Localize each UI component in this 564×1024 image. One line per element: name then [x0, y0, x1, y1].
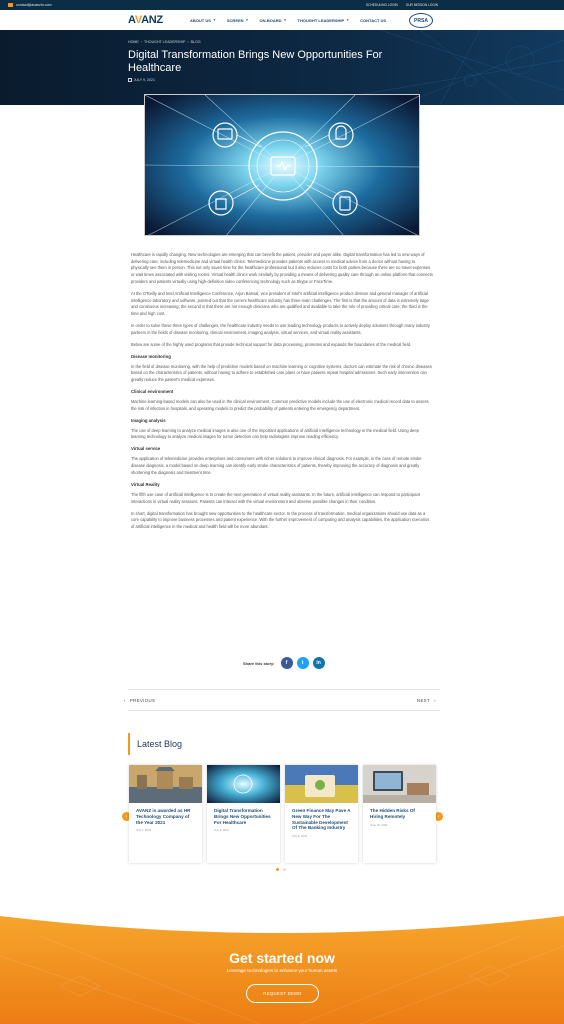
blog-card-image: [129, 765, 202, 803]
breadcrumb-thought-leadership[interactable]: THOUGHT LEADERSHIP: [143, 40, 186, 44]
cta-heading: Get started now: [229, 950, 335, 966]
envelope-icon: [8, 3, 13, 7]
article-paragraph: Below are some of the highly used programs that provide technical support for data processing, promotes and expands the boundaries of the medical field.: [131, 341, 412, 347]
carousel-dot[interactable]: [283, 868, 286, 871]
chevron-down-icon: ▼: [212, 18, 216, 22]
mission-login-link[interactable]: OUR MISSION LOGIN: [405, 3, 438, 7]
blog-card[interactable]: [129, 765, 202, 863]
blog-card-image: [207, 765, 280, 803]
divider: [128, 689, 440, 690]
blog-carousel: [129, 765, 436, 863]
share-bar: [243, 657, 325, 669]
blog-card[interactable]: [285, 765, 358, 863]
top-bar: [0, 0, 564, 10]
email-link[interactable]: [8, 3, 52, 7]
chevron-down-icon: ▼: [245, 18, 249, 22]
prsa-badge[interactable]: PRSA: [409, 13, 433, 28]
chevron-left-icon: ‹: [124, 698, 126, 703]
facebook-share-button[interactable]: f: [281, 657, 293, 669]
section-heading: Virtual Reality: [131, 481, 160, 487]
article-paragraph: In order to solve these three types of challenges, the healthcare industry needs to use leading technology products to actively deploy solutions through many industry partners in the fields of disease monitoring, clinical environment, imaging analysis, virtual services, and virtual reality assistants.: [131, 322, 431, 335]
blog-card-image: [363, 765, 436, 803]
breadcrumb: HOME › THOUGHT LEADERSHIP › BLOG: [128, 40, 201, 44]
twitter-share-button[interactable]: t: [297, 657, 309, 669]
section-heading: Disease monitoring: [131, 353, 171, 359]
blog-card-title[interactable]: Green Finance May Pave A New Way For The Sustainable Development Of The Banking Industry: [292, 808, 351, 831]
next-post-link[interactable]: NEXT ›: [417, 698, 436, 703]
breadcrumb-blog[interactable]: BLOG: [190, 40, 201, 44]
breadcrumb-home[interactable]: HOME: [128, 40, 139, 44]
chevron-left-icon: ‹: [125, 813, 128, 820]
section-heading: Imaging analysis: [131, 417, 166, 423]
blog-card-title[interactable]: AVANZ is awarded as HR Technology Company of the Year 2021: [136, 808, 191, 825]
linkedin-share-button[interactable]: in: [313, 657, 325, 669]
nav-item-on-board[interactable]: ON-BOARD ▼: [259, 17, 287, 23]
carousel-dot-active[interactable]: [276, 868, 279, 871]
article-image: [144, 94, 420, 236]
section-text: In the field of disease monitoring, with the help of predictive models based on machine learning or cognitive systems, doctors can estimate the risk of chronic diseases based on the characteristics of patients, without having to adhere to established care plans or have patients repeat hospital admissions. Such early intervention can greatly reduce the patient's medical expenses.: [131, 363, 432, 383]
article-body: [131, 252, 433, 536]
chevron-down-icon: ▼: [283, 18, 287, 22]
section-heading: Virtual service: [131, 446, 161, 452]
main-nav: [0, 10, 564, 30]
blog-card[interactable]: [363, 765, 436, 863]
nav-item-thought-leadership[interactable]: THOUGHT LEADERSHIP ▼: [297, 17, 350, 23]
previous-post-link[interactable]: ‹ PREVIOUS: [124, 698, 156, 703]
cta-section: [0, 916, 564, 1024]
section-heading: Clinical environment: [131, 389, 174, 395]
section-text: The fifth use case of artificial intelligence is to create the next generation of virtual reality assistants. In the future, artificial intelligence can respond to participant interactions in virtual reality sessions. Patients can interact with the virtual environment and observe possible changes in their condition.: [131, 491, 420, 504]
email-text: contact@avanzhr.com: [16, 3, 52, 7]
section-text: The use of deep learning to analyze medical images is also one of the important applications of artificial intelligence technology in the medical field. Using deep learning technology to analyze medical images for tumor detection can help radiologists improve reading efficiency.: [131, 427, 419, 440]
blog-card-title[interactable]: The Hidden Risks Of Hiring Remotely: [370, 808, 415, 819]
request-demo-button[interactable]: REQUEST DEMO: [246, 984, 319, 1003]
chevron-right-icon: ›: [434, 698, 436, 703]
blog-card-date: June 30, 2021: [370, 822, 388, 827]
blog-card-date: July 9, 2021: [214, 828, 230, 833]
avanz-logo[interactable]: AVANZ: [128, 14, 163, 26]
page-title: Digital Transformation Brings New Opportunities For Healthcare: [128, 49, 383, 74]
blog-card-date: July 9, 2021: [292, 834, 308, 839]
article-paragraph: At the O'Reilly and Intel Artificial Intelligence Conference, Arjun Bansal, vice president of Intel's artificial intelligence product division and general manager of artificial intelligence laboratory and software, pointed out that the current healthcare industry has three main challenges. The first is that the amount of data is extremely large and continuous increasing; the second is that there are not enough clinicians who are qualified and available to take the role of providing critical care; the third is the time and high cost.: [131, 290, 429, 316]
latest-blog-heading: Latest Blog: [128, 733, 182, 755]
section-text: Machine learning-based models can also be used in the clinical environment. Common predictive models include the use of electronic medical record data to assess the risk of infection in hospitals, and operating models to predict the probability of patients entering the emergency department.: [131, 399, 429, 411]
nav-item-contact-us[interactable]: CONTACT US: [360, 17, 387, 23]
section-text: The application of telemedicine provides enterprises and consumers with richer solutions to improve clinical diagnosis. For example, in the case of remote stroke disease diagnosis, a model based on deep learning can identify early stroke characteristics of patients, thereby improving the accuracy of diagnosis and greatly shortening the diagnosis and treatment time.: [131, 456, 422, 475]
carousel-pagination: [276, 868, 286, 871]
nav-item-about-us[interactable]: ABOUT US ▼: [190, 17, 216, 23]
chevron-right-icon: ›: [437, 813, 440, 820]
blog-card-title[interactable]: Digital Transformation Brings New Opportunities For Healthcare: [214, 808, 271, 825]
divider: [128, 710, 440, 711]
blog-card[interactable]: [207, 765, 280, 863]
cta-subheading: Leverage technologies to enhance your human assets: [226, 968, 338, 973]
article-closing: In short, digital transformation has brought new opportunities to the healthcare sector. In the process of transformation, medical organizations should use data as a core capability to improve business processes and patient experience. With the further improvement of computing and analysis capabilities, the application scenarios of artificial intelligence in the medical and health field will be more abundant.: [131, 510, 430, 529]
scheduling-login-link[interactable]: SCHEDULING LOGIN: [366, 3, 398, 7]
nav-item-screen[interactable]: SCREEN ▼: [226, 17, 249, 23]
blog-card-image: [285, 765, 358, 803]
chevron-down-icon: ▼: [346, 18, 350, 22]
blog-card-date: July 2, 2021: [136, 828, 152, 833]
article-paragraph: Healthcare is rapidly changing. New technologies are emerging that can benefit the patient, provider and payer alike. Digital transformation has led to new ways of delivering care, including telemedicine and virtual health clinics. Telemedicine provides patients with access to medical advice from a doctor without having to physically see them in person. This not only saves time for the healthcare professional but it also reduces costs for both parties because there are no travel expenses or wait times associated with visiting rooms. Virtual health clinics work similarly by providing a means of delivering quality care through an online platform that connects providers and patients virtually using high-definition video conferencing technology such as Skype or FaceTime.: [131, 252, 433, 284]
post-date: JULY 9, 2021: [128, 78, 155, 82]
calendar-icon: [128, 78, 132, 82]
share-label: Share this story:: [243, 660, 275, 666]
